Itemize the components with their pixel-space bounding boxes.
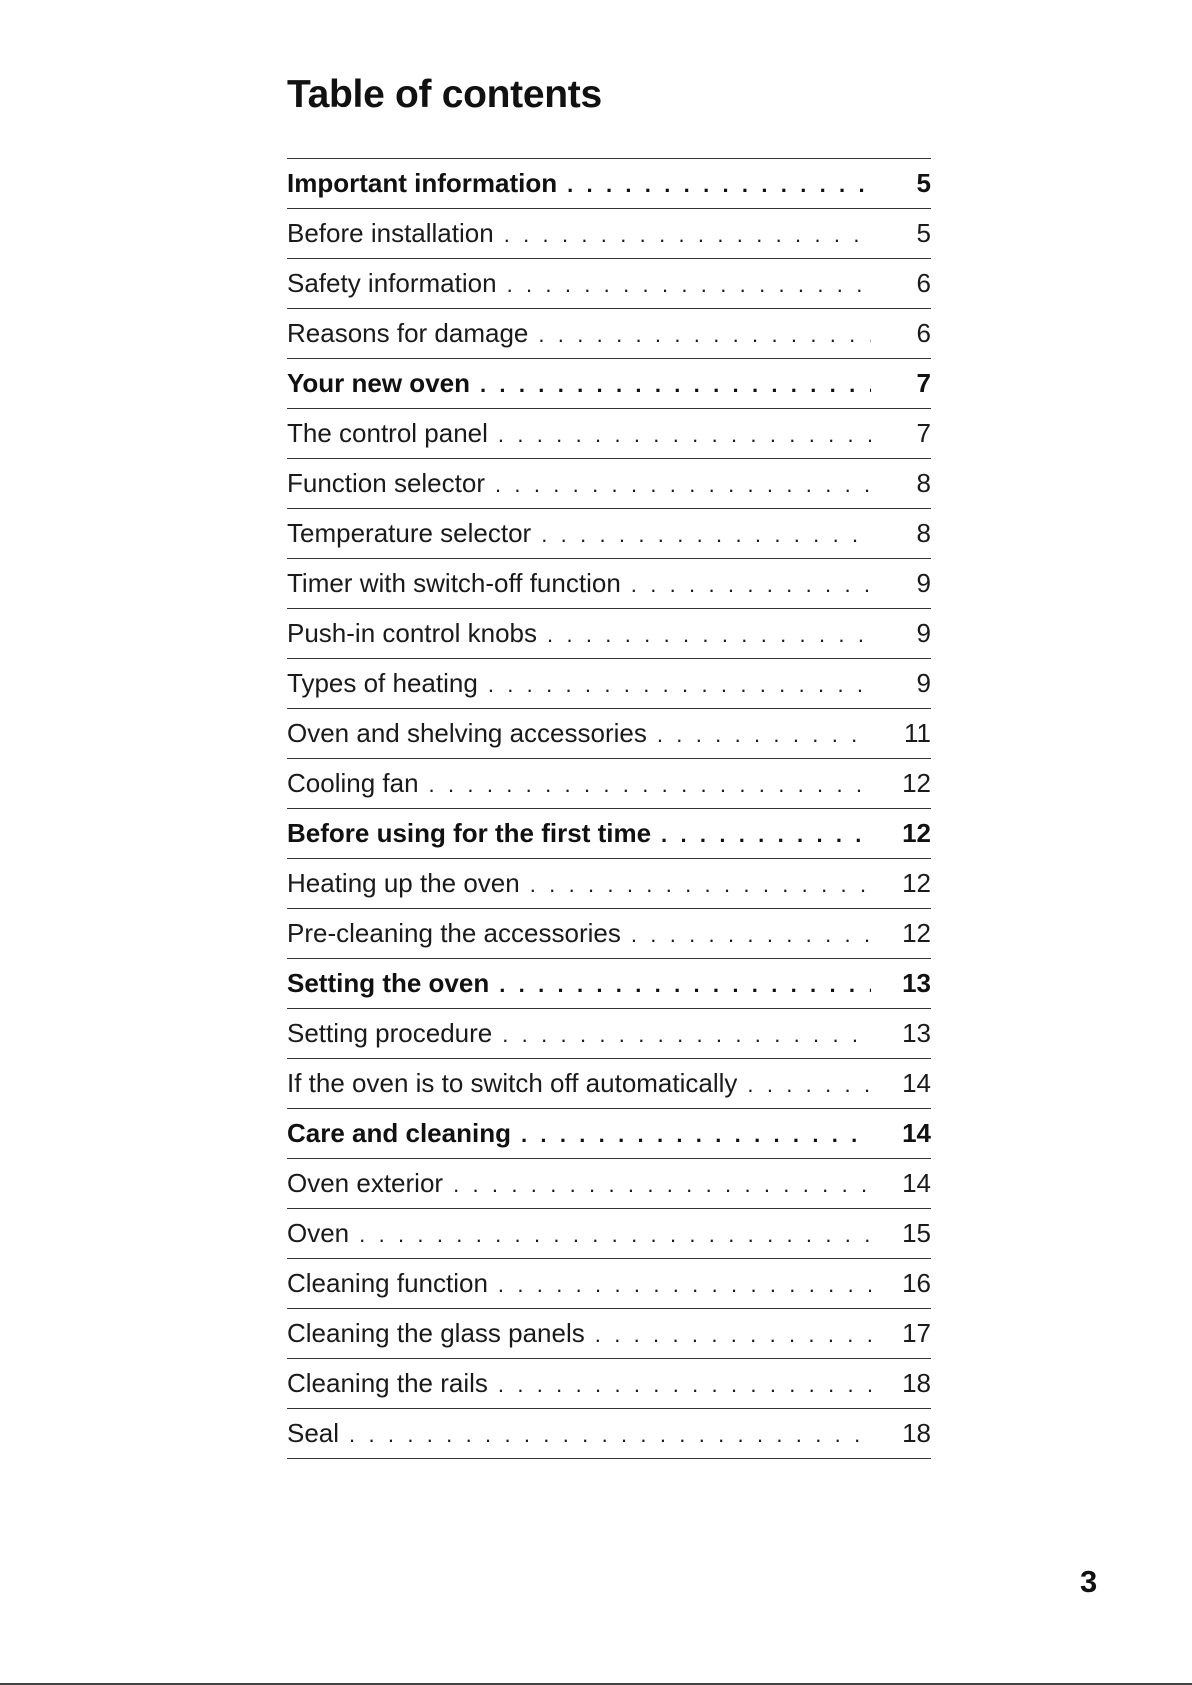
toc-entry-page: 8 bbox=[916, 518, 931, 548]
toc-entry-label: Setting the oven bbox=[287, 968, 490, 998]
toc-item-row[interactable] bbox=[287, 1259, 931, 1309]
dot-leader bbox=[747, 1072, 871, 1098]
toc-entry-label: Timer with switch-off function bbox=[287, 568, 621, 598]
toc-item-row[interactable] bbox=[287, 509, 931, 559]
dot-leader bbox=[453, 1172, 871, 1198]
toc-item-row[interactable] bbox=[287, 209, 931, 259]
dot-leader bbox=[567, 172, 871, 198]
dot-leader bbox=[488, 672, 871, 698]
toc-item-row[interactable] bbox=[287, 409, 931, 459]
toc-item-row[interactable] bbox=[287, 1359, 931, 1409]
toc-entry-label: Cleaning function bbox=[287, 1268, 488, 1298]
toc-entry-page: 16 bbox=[902, 1268, 931, 1298]
dot-leader bbox=[541, 522, 871, 548]
toc-entry-page: 12 bbox=[902, 868, 931, 898]
toc-entry-label: Types of heating bbox=[287, 668, 478, 698]
toc-entry-label: Safety information bbox=[287, 268, 497, 298]
toc-section-row[interactable] bbox=[287, 809, 931, 859]
toc-entry-page: 7 bbox=[916, 368, 931, 398]
toc-entry-page: 6 bbox=[916, 318, 931, 348]
toc-section-row[interactable] bbox=[287, 359, 931, 409]
toc-item-row[interactable] bbox=[287, 309, 931, 359]
dot-leader bbox=[631, 922, 871, 948]
toc-item-row[interactable] bbox=[287, 659, 931, 709]
dot-leader bbox=[498, 1272, 871, 1298]
dot-leader bbox=[547, 622, 871, 648]
dot-leader bbox=[530, 872, 871, 898]
toc-entry-page: 14 bbox=[902, 1168, 931, 1198]
toc-entry-page: 13 bbox=[902, 1018, 931, 1048]
toc-entry-page: 18 bbox=[902, 1368, 931, 1398]
toc-entry-label: Temperature selector bbox=[287, 518, 532, 548]
toc-entry-page: 9 bbox=[916, 668, 931, 698]
dot-leader bbox=[498, 1372, 871, 1398]
toc-entry-label: Cleaning the glass panels bbox=[287, 1318, 585, 1348]
toc-entry-label: Care and cleaning bbox=[287, 1118, 511, 1148]
toc-entry-page: 12 bbox=[902, 918, 931, 948]
toc-entry-page: 17 bbox=[902, 1318, 931, 1348]
dot-leader bbox=[429, 772, 871, 798]
dot-leader bbox=[498, 422, 871, 448]
toc-item-row[interactable] bbox=[287, 759, 931, 809]
dot-leader bbox=[502, 1022, 871, 1048]
toc-item-row[interactable] bbox=[287, 1159, 931, 1209]
dot-leader bbox=[631, 572, 871, 598]
dot-leader bbox=[495, 472, 871, 498]
toc-item-row[interactable] bbox=[287, 1059, 931, 1109]
dot-leader bbox=[349, 1422, 871, 1448]
toc-entry-page: 14 bbox=[902, 1068, 931, 1098]
page-title: Table of contents bbox=[287, 73, 602, 116]
toc-entry-label: Heating up the oven bbox=[287, 868, 520, 898]
toc-entry-label: Your new oven bbox=[287, 368, 470, 398]
toc-item-row[interactable] bbox=[287, 1409, 931, 1459]
dot-leader bbox=[480, 372, 871, 398]
toc-entry-page: 5 bbox=[916, 218, 931, 248]
toc-item-row[interactable] bbox=[287, 709, 931, 759]
toc-section-row[interactable] bbox=[287, 1109, 931, 1159]
toc-item-row[interactable] bbox=[287, 1309, 931, 1359]
dot-leader bbox=[657, 722, 871, 748]
toc-entry-label: Oven bbox=[287, 1218, 350, 1248]
toc-entry-page: 9 bbox=[916, 568, 931, 598]
toc-entry-label: Cooling fan bbox=[287, 768, 419, 798]
toc-entry-label: Oven exterior bbox=[287, 1168, 444, 1198]
toc-item-row[interactable] bbox=[287, 909, 931, 959]
dot-leader bbox=[661, 822, 871, 848]
toc-entry-page: 8 bbox=[916, 468, 931, 498]
dot-leader bbox=[504, 222, 871, 248]
toc-entry-label: Setting procedure bbox=[287, 1018, 493, 1048]
toc-item-row[interactable] bbox=[287, 459, 931, 509]
dot-leader bbox=[521, 1122, 871, 1148]
toc-entry-page: 18 bbox=[902, 1418, 931, 1448]
toc-entry-page: 14 bbox=[902, 1118, 931, 1148]
table-of-contents bbox=[287, 158, 931, 1459]
toc-entry-label: The control panel bbox=[287, 418, 488, 448]
toc-entry-label: Before using for the first time bbox=[287, 818, 652, 848]
toc-section-row[interactable] bbox=[287, 959, 931, 1009]
toc-entry-page: 15 bbox=[902, 1218, 931, 1248]
toc-section-row[interactable] bbox=[287, 159, 931, 209]
toc-entry-page: 6 bbox=[916, 268, 931, 298]
toc-entry-label: Function selector bbox=[287, 468, 485, 498]
toc-entry-label: Important information bbox=[287, 168, 558, 198]
toc-item-row[interactable] bbox=[287, 859, 931, 909]
dot-leader bbox=[359, 1222, 871, 1248]
toc-item-row[interactable] bbox=[287, 259, 931, 309]
toc-entry-label: Seal bbox=[287, 1418, 340, 1448]
toc-entry-page: 12 bbox=[902, 818, 931, 848]
toc-entry-label: Pre-cleaning the accessories bbox=[287, 918, 621, 948]
dot-leader bbox=[538, 322, 871, 348]
toc-entry-label: Push-in control knobs bbox=[287, 618, 538, 648]
toc-item-row[interactable] bbox=[287, 1209, 931, 1259]
toc-entry-label: Before installation bbox=[287, 218, 494, 248]
toc-entry-page: 9 bbox=[916, 618, 931, 648]
dot-leader bbox=[507, 272, 871, 298]
toc-entry-page: 5 bbox=[916, 168, 931, 198]
toc-entry-label: If the oven is to switch off automatically bbox=[287, 1068, 738, 1098]
toc-entry-page: 13 bbox=[902, 968, 931, 998]
dot-leader bbox=[595, 1322, 871, 1348]
toc-entry-label: Cleaning the rails bbox=[287, 1368, 488, 1398]
toc-entry-label: Oven and shelving accessories bbox=[287, 718, 647, 748]
toc-entry-page: 7 bbox=[916, 418, 931, 448]
toc-entry-page: 11 bbox=[904, 718, 931, 748]
toc-item-row[interactable] bbox=[287, 1009, 931, 1059]
page-number: 3 bbox=[1080, 1564, 1098, 1599]
dot-leader bbox=[499, 972, 871, 998]
toc-entry-label: Reasons for damage bbox=[287, 318, 529, 348]
toc-item-row[interactable] bbox=[287, 559, 931, 609]
toc-entry-page: 12 bbox=[902, 768, 931, 798]
toc-item-row[interactable] bbox=[287, 609, 931, 659]
